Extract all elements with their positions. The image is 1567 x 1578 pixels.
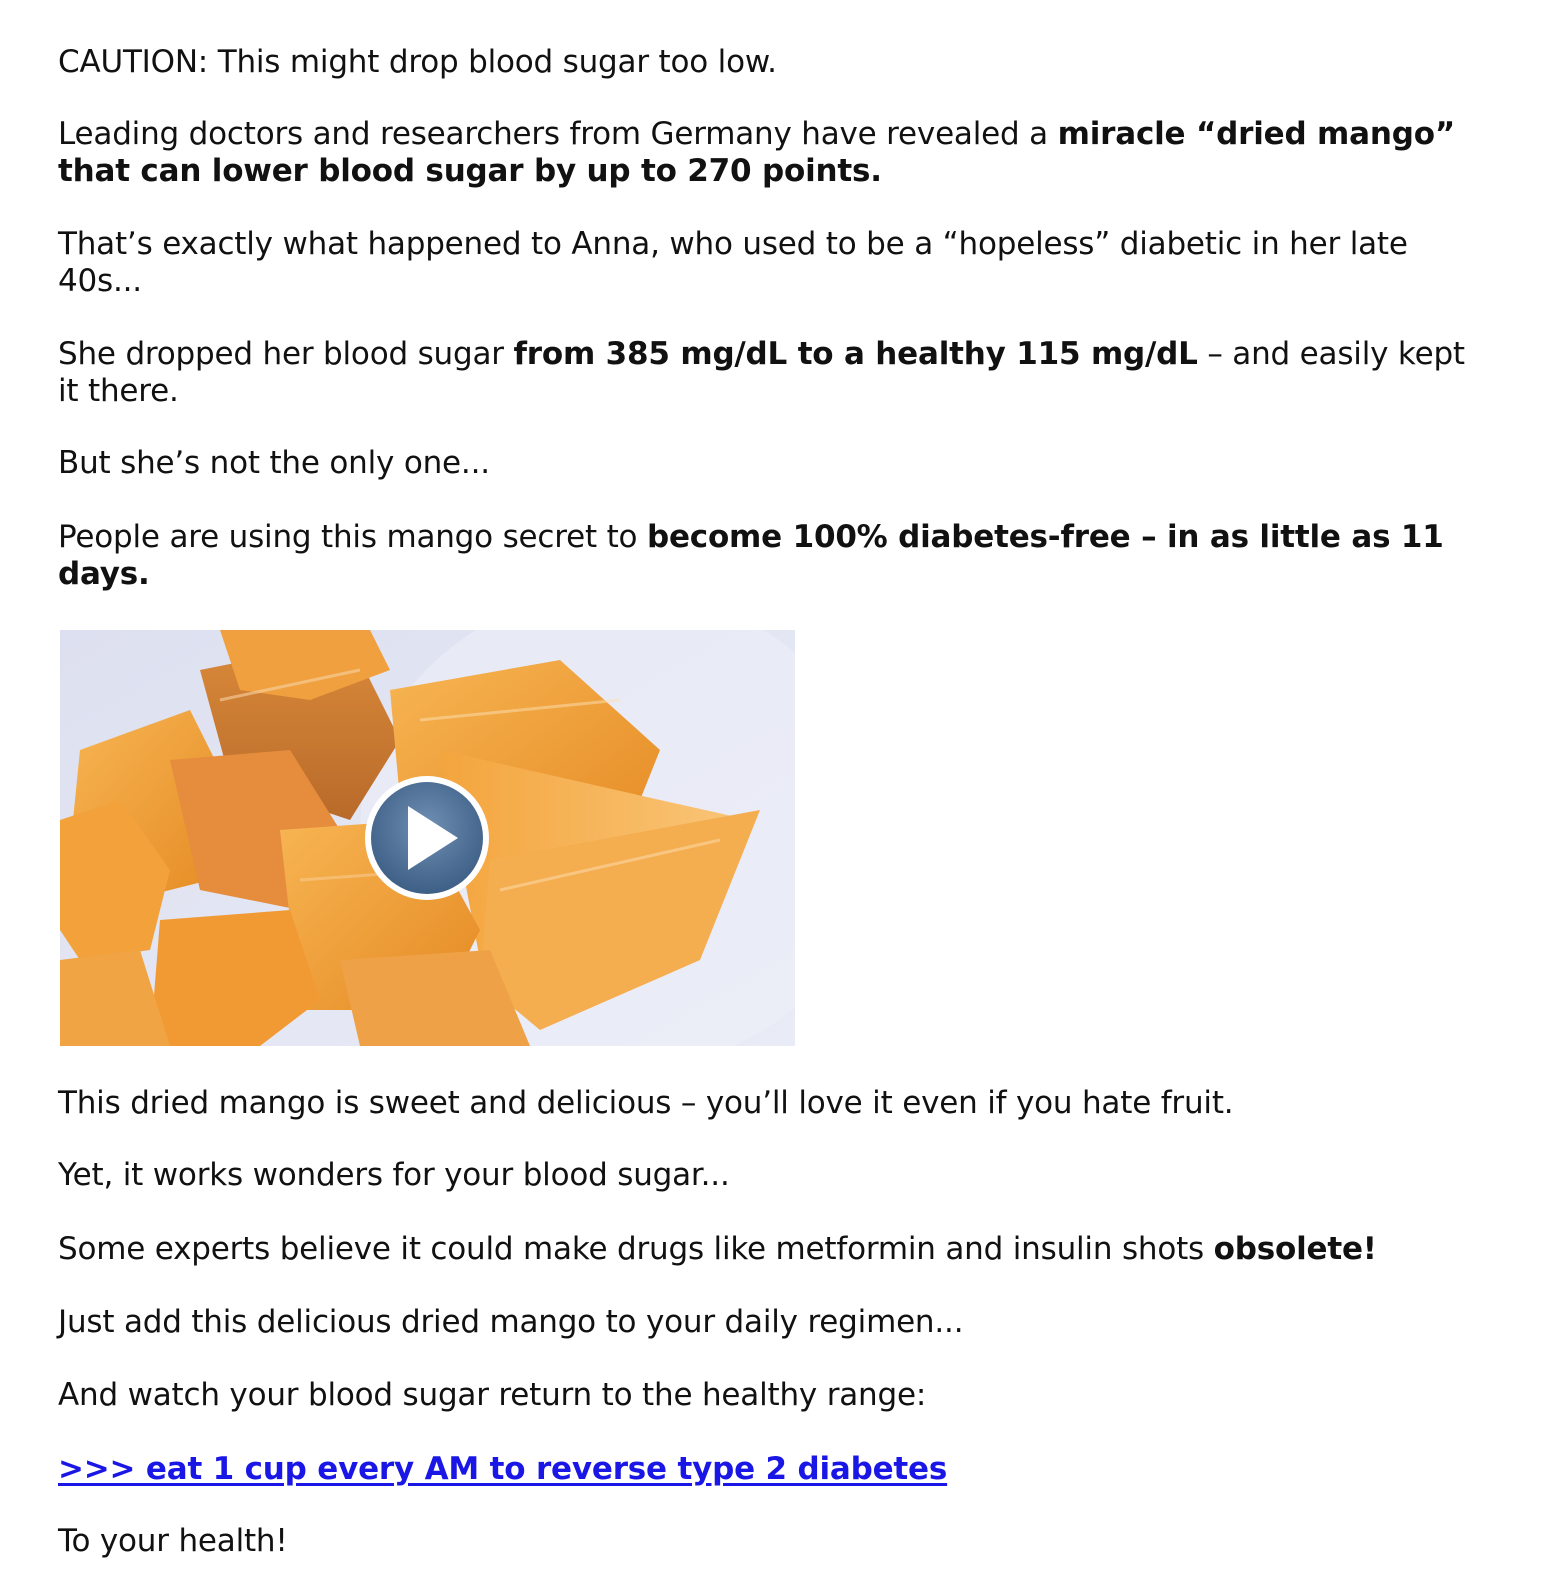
anna-paragraph bbox=[58, 226, 1478, 300]
people-text: People are using this mango secret to bbox=[58, 519, 647, 555]
video-thumbnail[interactable] bbox=[60, 630, 795, 1046]
signoff-text: To your health! bbox=[58, 1523, 288, 1559]
watch-paragraph bbox=[58, 1377, 1478, 1414]
not-only-text: But she’s not the only one... bbox=[58, 445, 490, 481]
intro-text: Leading doctors and researchers from Germany have revealed a bbox=[58, 116, 1058, 152]
mango-image bbox=[60, 630, 795, 1046]
cta-paragraph bbox=[58, 1451, 1478, 1488]
sweet-paragraph bbox=[58, 1085, 1478, 1122]
result-text-start: She dropped her blood sugar bbox=[58, 336, 514, 372]
signoff-paragraph bbox=[58, 1523, 1478, 1560]
experts-bold-text: obsolete! bbox=[1213, 1231, 1377, 1267]
watch-text: And watch your blood sugar return to the healthy range: bbox=[58, 1377, 927, 1413]
anna-text: That’s exactly what happened to Anna, who used to be a “hopeless” diabetic in her late 40s... bbox=[58, 226, 1408, 299]
result-bold-text: from 385 mg/dL to a healthy 115 mg/dL bbox=[513, 336, 1198, 372]
experts-paragraph bbox=[58, 1231, 1478, 1268]
play-button[interactable] bbox=[365, 776, 489, 900]
cta-link[interactable]: >>> eat 1 cup every AM to reverse type 2 diabetes bbox=[58, 1451, 948, 1487]
not-only-paragraph bbox=[58, 445, 1478, 482]
result-text-end: – and easily kept it there. bbox=[58, 336, 1465, 409]
regimen-paragraph bbox=[58, 1304, 1478, 1341]
people-paragraph bbox=[58, 519, 1478, 593]
caution-label: CAUTION: This might drop blood sugar too low. bbox=[58, 44, 777, 80]
regimen-text: Just add this delicious dried mango to your daily regimen... bbox=[58, 1304, 964, 1340]
intro-bold-text: miracle “dried mango” that can lower blood sugar by up to 270 points. bbox=[58, 116, 1456, 189]
people-bold-text: become 100% diabetes-free – in as little as 11 days. bbox=[58, 519, 1444, 592]
sweet-text: This dried mango is sweet and delicious – you’ll love it even if you hate fruit. bbox=[58, 1085, 1234, 1121]
wonders-paragraph bbox=[58, 1157, 1478, 1194]
experts-text: Some experts believe it could make drugs like metformin and insulin shots bbox=[58, 1231, 1214, 1267]
intro-paragraph bbox=[58, 116, 1478, 190]
caution-text bbox=[58, 44, 1478, 81]
wonders-text: Yet, it works wonders for your blood sugar... bbox=[58, 1157, 730, 1193]
result-paragraph bbox=[58, 336, 1478, 410]
